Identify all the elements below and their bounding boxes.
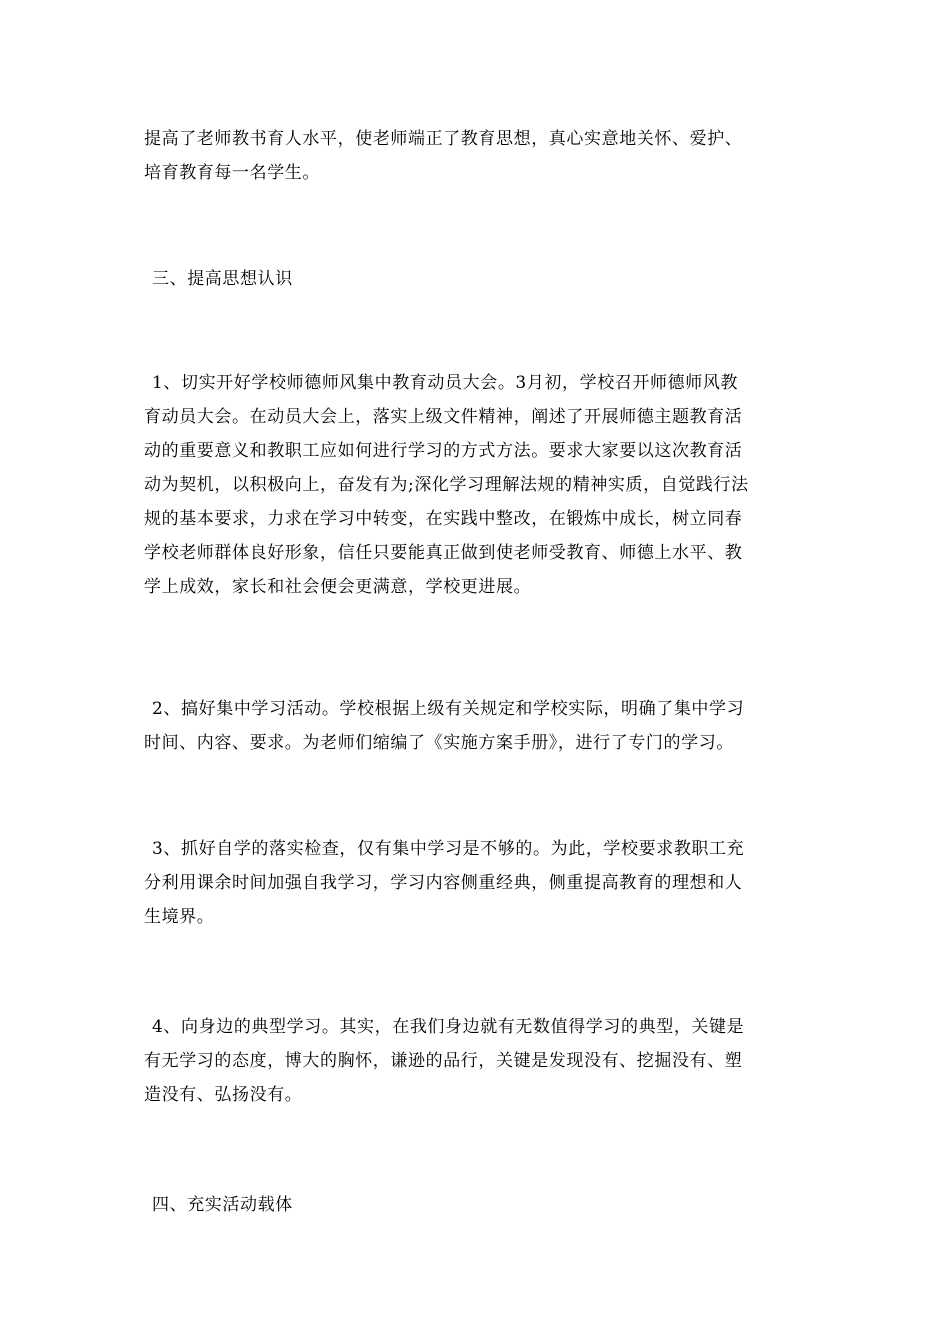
item-2-paragraph	[144, 692, 806, 760]
paragraph-line: 生境界。	[144, 907, 215, 927]
section-heading: 四、充实活动载体	[152, 1195, 293, 1215]
paragraph-line: 育动员大会。在动员大会上，落实上级文件精神，阐述了开展师德主题教育活	[144, 407, 743, 427]
section-heading: 三、提高思想认识	[152, 269, 293, 289]
paragraph-line: 4、向身边的典型学习。其实，在我们身边就有无数值得学习的典型，关键是	[152, 1017, 745, 1037]
paragraph-line: 规的基本要求，力求在学习中转变，在实践中整改，在锻炼中成长，树立同春	[144, 509, 743, 529]
intro-paragraph	[144, 122, 806, 190]
paragraph-line: 造没有、弘扬没有。	[144, 1085, 303, 1105]
paragraph-line: 提高了老师教书育人水平，使老师端正了教育思想，真心实意地关怀、爱护、	[144, 129, 743, 149]
item-3-paragraph	[144, 832, 806, 934]
paragraph-line: 分利用课余时间加强自我学习，学习内容侧重经典，侧重提高教育的理想和人	[144, 873, 743, 893]
paragraph-line: 2、搞好集中学习活动。学校根据上级有关规定和学校实际，明确了集中学习	[152, 699, 745, 719]
paragraph-line: 学校老师群体良好形象，信任只要能真正做到使老师受教育、师德上水平、教	[144, 543, 743, 563]
item-1-paragraph	[144, 366, 806, 604]
paragraph-line: 3、抓好自学的落实检查，仅有集中学习是不够的。为此，学校要求教职工充	[152, 839, 745, 859]
paragraph-line: 动为契机，以积极向上，奋发有为;深化学习理解法规的精神实质，自觉践行法	[144, 475, 749, 495]
paragraph-line: 时间、内容、要求。为老师们缩编了《实施方案手册》，进行了专门的学习。	[144, 733, 734, 753]
paragraph-line: 学上成效，家长和社会便会更满意，学校更进展。	[144, 577, 532, 597]
paragraph-line: 动的重要意义和教职工应如何进行学习的方式方法。要求大家要以这次教育活	[144, 441, 743, 461]
paragraph-line: 有无学习的态度，博大的胸怀，谦逊的品行，关键是发现没有、挖掘没有、塑	[144, 1051, 743, 1071]
section-heading-4	[144, 1188, 806, 1222]
paragraph-line: 1、切实开好学校师德师风集中教育动员大会。3月初，学校召开师德师风教	[152, 373, 739, 393]
paragraph-line: 培育教育每一名学生。	[144, 163, 320, 183]
item-4-paragraph	[144, 1010, 806, 1112]
section-heading-3	[144, 262, 806, 296]
